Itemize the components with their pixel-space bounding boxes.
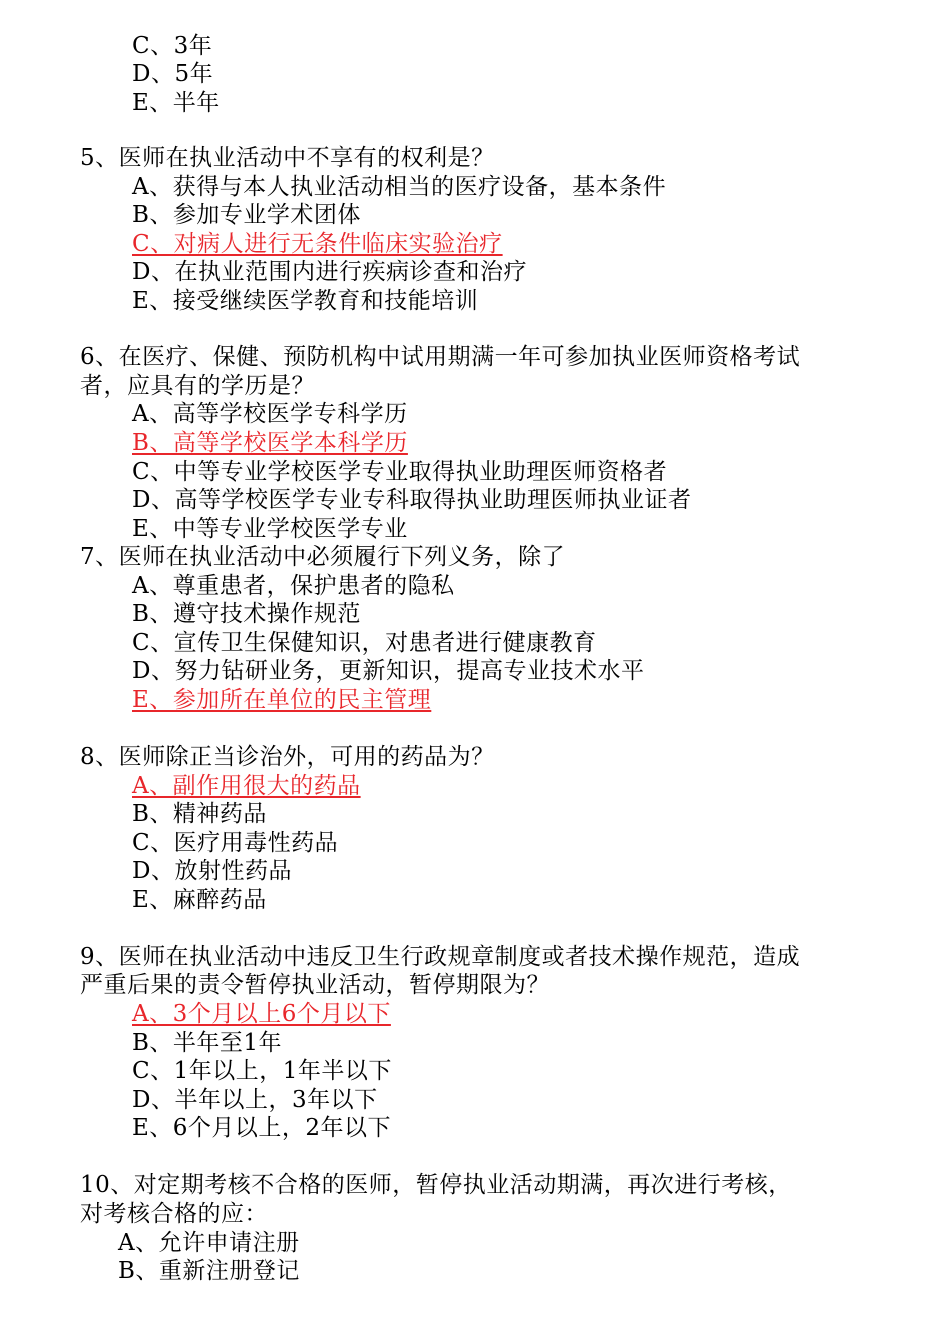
option-line: E、6个月以上，2年以下 — [132, 1115, 392, 1141]
option-line: A、获得与本人执业活动相当的医疗设备，基本条件 — [132, 174, 667, 200]
option-line: D、5年 — [132, 61, 214, 87]
correct-answer-line: B、高等学校医学本科学历 — [132, 430, 408, 456]
question-line: 严重后果的责令暂停执业活动，暂停期限为？ — [80, 972, 550, 998]
question-line: 5、医师在执业活动中不享有的权利是？ — [80, 145, 495, 171]
question-line: 8、医师除正当诊治外，可用的药品为？ — [80, 744, 495, 770]
option-line: E、接受继续医学教育和技能培训 — [132, 288, 479, 314]
option-line: B、遵守技术操作规范 — [132, 601, 361, 627]
option-line: D、放射性药品 — [132, 858, 292, 884]
option-line: A、允许申请注册 — [118, 1230, 300, 1256]
correct-answer-line: C、对病人进行无条件临床实验治疗 — [132, 231, 503, 257]
question-line: 对考核合格的应： — [80, 1201, 268, 1227]
option-line: E、麻醉药品 — [132, 887, 267, 913]
question-line: 9、医师在执业活动中违反卫生行政规章制度或者技术操作规范，造成 — [80, 944, 801, 970]
option-line: D、努力钻研业务，更新知识，提高专业技术水平 — [132, 658, 645, 684]
option-line: D、半年以上，3年以下 — [132, 1087, 378, 1113]
question-line: 10、对定期考核不合格的医师，暂停执业活动期满，再次进行考核， — [80, 1172, 792, 1198]
option-line: C、3年 — [132, 33, 213, 59]
option-line: B、重新注册登记 — [118, 1258, 300, 1284]
question-line: 7、医师在执业活动中必须履行下列义务，除了 — [80, 544, 566, 570]
option-line: B、参加专业学术团体 — [132, 202, 361, 228]
option-line: E、中等专业学校医学专业 — [132, 516, 408, 542]
option-line: C、医疗用毒性药品 — [132, 830, 339, 856]
correct-answer-line: E、参加所在单位的民主管理 — [132, 687, 432, 713]
option-line: B、半年至1年 — [132, 1030, 283, 1056]
option-line: A、高等学校医学专科学历 — [132, 401, 408, 427]
option-line: D、高等学校医学专业专科取得执业助理医师执业证者 — [132, 487, 692, 513]
correct-answer-line: A、3个月以上6个月以下 — [132, 1001, 391, 1027]
option-line: B、精神药品 — [132, 801, 267, 827]
option-line: E、半年 — [132, 90, 220, 116]
option-line: D、在执业范围内进行疾病诊查和治疗 — [132, 259, 527, 285]
option-line: C、1年以上，1年半以下 — [132, 1058, 392, 1084]
question-line: 者，应具有的学历是？ — [80, 373, 315, 399]
option-line: A、尊重患者，保护患者的隐私 — [132, 573, 455, 599]
option-line: C、中等专业学校医学专业取得执业助理医师资格者 — [132, 459, 668, 485]
option-line: C、宣传卫生保健知识，对患者进行健康教育 — [132, 630, 597, 656]
correct-answer-line: A、副作用很大的药品 — [132, 773, 361, 799]
question-line: 6、在医疗、保健、预防机构中试用期满一年可参加执业医师资格考试 — [80, 344, 801, 370]
